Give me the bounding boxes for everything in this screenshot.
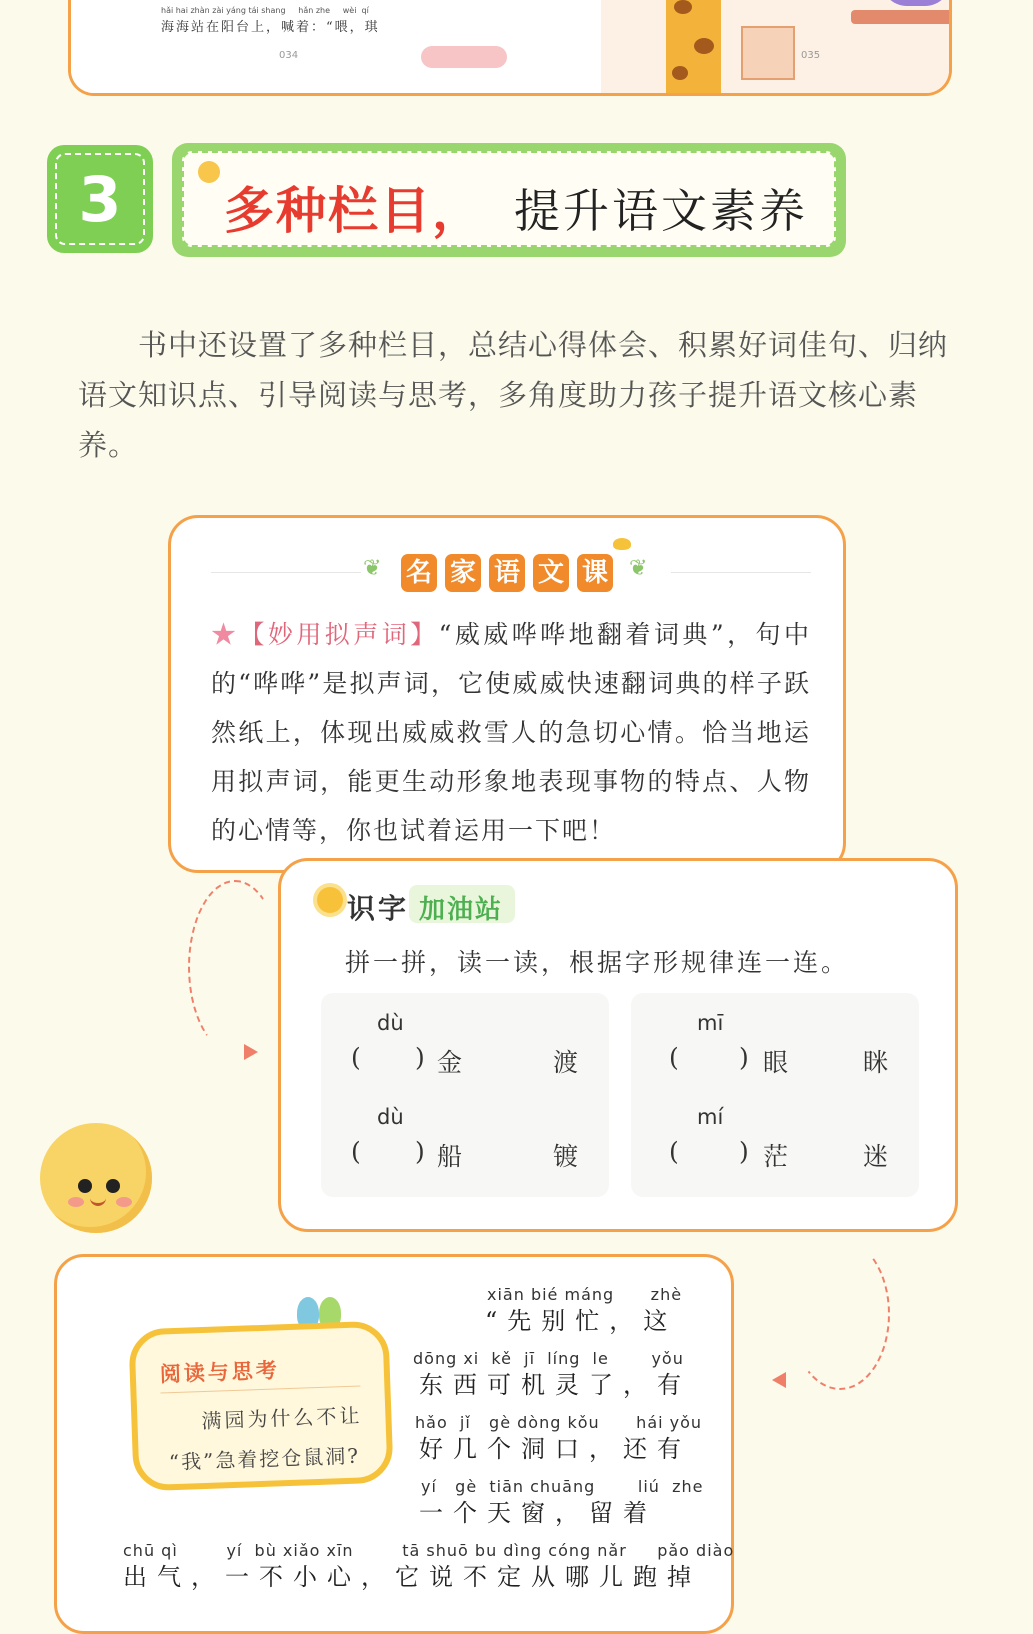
leaf-icon: ❦	[363, 556, 382, 581]
pinyin-label: dù	[377, 1105, 404, 1129]
page-number-right: 035	[801, 50, 821, 61]
blank-open: (	[669, 1043, 679, 1072]
left-char: 金	[437, 1048, 463, 1077]
pinyin-label: dù	[377, 1011, 404, 1035]
left-char: 船	[437, 1142, 463, 1171]
blank-open: (	[669, 1137, 679, 1166]
shizi-instruction: 拼一拼，读一读，根据字形规律连一连。	[345, 948, 850, 977]
verse-pinyin: yí gè tiān chuāng liú zhe	[421, 1477, 704, 1496]
bird-icon	[613, 538, 631, 550]
verse-text: 东西可机灵了，有	[419, 1371, 691, 1399]
verse-pinyin: hǎo jǐ gè dòng kǒu hái yǒu	[415, 1413, 703, 1432]
page-number-left: 034	[279, 50, 299, 61]
header-tile: 家	[445, 554, 481, 592]
character-illustration	[881, 0, 951, 6]
blank-close: )	[415, 1043, 425, 1072]
shizi-tag: 加油站	[419, 895, 504, 925]
preview-text: 海海站在阳台上，喊着：“喂，琪	[161, 20, 380, 35]
thinking-question-line2: “我”急着挖仓鼠洞?	[168, 1443, 361, 1475]
shizi-title: 识字	[347, 892, 410, 925]
right-char: 渡	[553, 1048, 579, 1077]
intro-paragraph: 书中还设置了多种栏目，总结心得体会、积累好词佳句、归纳语文知识点、引导阅读与思考，多角度助力孩子提升语文核心素养。	[78, 328, 949, 462]
wall-illustration	[851, 10, 952, 24]
section-title-inner	[182, 151, 836, 247]
verse-text: 好几个洞口，还有	[419, 1435, 691, 1463]
shizi-card	[278, 858, 958, 1232]
star-icon: ★	[211, 620, 240, 649]
left-char: 眼	[763, 1048, 789, 1077]
header-tile: 文	[533, 554, 569, 592]
blank-close: )	[739, 1137, 749, 1166]
arrow-head-icon	[772, 1372, 786, 1388]
book-right-page	[601, 0, 952, 96]
mingjia-yuwen-card	[168, 515, 846, 873]
leaf-icon: ❦	[629, 556, 648, 581]
pinyin-label: mī	[697, 1011, 724, 1035]
book-preview-spread	[68, 0, 952, 96]
section-number: 3	[55, 153, 145, 245]
exercise-panel-right	[631, 993, 919, 1197]
verse-text: “先别忙，这	[485, 1307, 678, 1335]
divider	[671, 572, 811, 573]
header-tile: 名	[401, 554, 437, 592]
pinyin-label: mí	[697, 1105, 724, 1129]
card-header	[211, 550, 811, 596]
dashed-arrow-icon	[790, 1238, 890, 1390]
mingjia-body	[211, 610, 811, 855]
sun-icon	[198, 161, 220, 183]
section-title-red: 多种栏目，	[224, 182, 484, 240]
verse-pinyin: xiān bié máng zhè	[487, 1285, 683, 1304]
right-char: 镀	[553, 1142, 579, 1171]
blank-open: (	[351, 1043, 361, 1072]
blank-close: )	[415, 1137, 425, 1166]
dashed-arrow-icon	[188, 880, 282, 1054]
arrow-head-icon	[244, 1044, 258, 1060]
left-char: 茫	[763, 1142, 789, 1171]
house-illustration	[741, 26, 795, 80]
right-char: 眯	[863, 1048, 889, 1077]
section-number-badge	[50, 148, 150, 250]
reading-card	[54, 1254, 734, 1634]
thinking-title: 阅读与思考	[159, 1357, 281, 1387]
verse-pinyin: dōng xi kě jī líng le yǒu	[413, 1349, 684, 1368]
giraffe-illustration	[666, 0, 721, 96]
sunflower-icon	[317, 887, 343, 913]
section-title-banner	[172, 143, 846, 257]
right-char: 迷	[863, 1142, 889, 1171]
thinking-question-line1: 满园为什么不让	[201, 1403, 363, 1434]
preview-pinyin: hǎi hai zhàn zài yáng tái shang hǎn zhe wèi qí	[161, 6, 369, 15]
header-tile: 课	[577, 554, 613, 592]
verse-text: 出气，一不小心，它说不定从哪儿跑掉	[123, 1563, 701, 1591]
tag-label: 【妙用拟声词】	[239, 620, 439, 649]
verse-pinyin: chū qì yí bù xiǎo xīn tā shuō bu dìng cóng nǎr pǎo diào	[123, 1541, 735, 1560]
section-title-black: 提升语文素养	[514, 184, 808, 238]
blank-open: (	[351, 1137, 361, 1166]
body-text: “威威哗哗地翻着词典”，句中的“哗哗”是拟声词，它使威威快速翻词典的样子跃然纸上，体现出威威救雪人的急切心情。恰当地运用拟声词，能更生动形象地表现事物的特点、人物的心情等，你也试着运用一下吧！	[211, 620, 811, 845]
book-left-page	[71, 0, 601, 96]
exercise-panel-left	[321, 993, 609, 1197]
verse-text: 一个天窗，留着	[419, 1499, 657, 1527]
moon-character-icon	[40, 1123, 152, 1233]
divider	[211, 572, 361, 573]
blank-close: )	[739, 1043, 749, 1072]
reading-thinking-box	[128, 1321, 393, 1492]
header-tile: 语	[489, 554, 525, 592]
cloud-decoration	[421, 46, 507, 68]
